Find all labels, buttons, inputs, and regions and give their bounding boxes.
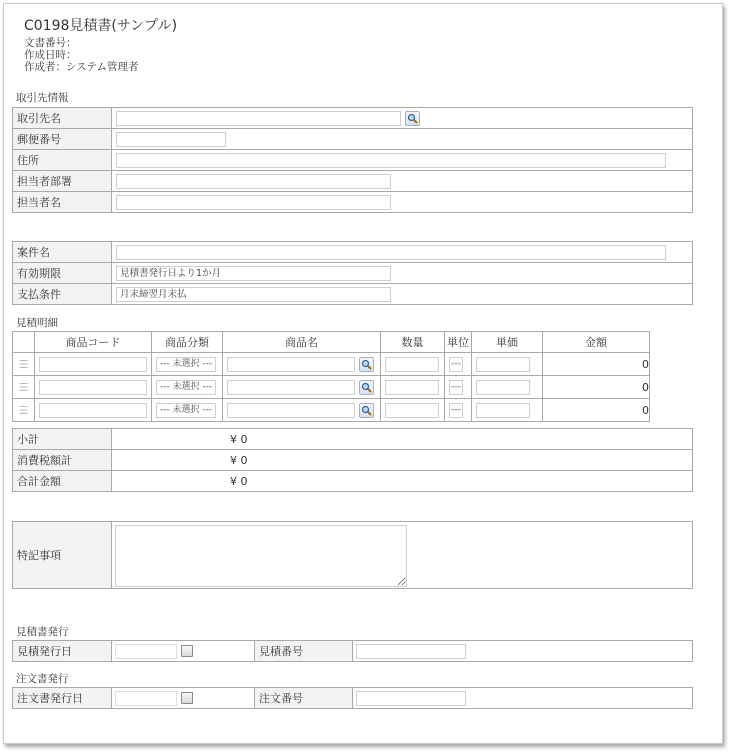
contact-name-row (13, 192, 693, 213)
validity-label: 有効期限 (13, 263, 112, 284)
category-select[interactable]: --- 未選択 --- (156, 403, 216, 418)
address-row (13, 150, 693, 171)
table-row (13, 399, 650, 422)
product-search-button[interactable] (359, 357, 374, 372)
client-info-table (12, 107, 693, 213)
issue-table (12, 640, 693, 662)
product-name-input[interactable] (227, 403, 355, 418)
items-header-row (13, 332, 650, 353)
product-name-input[interactable] (227, 380, 355, 395)
unit-select[interactable]: --- (449, 380, 463, 395)
category-select[interactable]: --- 未選択 --- (156, 380, 216, 395)
amount-value: 0 (543, 399, 650, 422)
product-code-input[interactable] (39, 357, 147, 372)
client-name-label: 取引先名 (13, 108, 112, 129)
issue-section-title: 見積書発行 (16, 626, 69, 638)
payment-input[interactable]: 月末締翌月末払 (116, 287, 391, 302)
contact-name-label: 担当者名 (13, 192, 112, 213)
case-name-input[interactable] (116, 245, 666, 260)
unit-select[interactable]: --- (449, 403, 463, 418)
department-row (13, 171, 693, 192)
postal-code-input[interactable] (116, 132, 226, 147)
drag-handle-icon[interactable]: ☰ (13, 353, 35, 376)
totals-table (12, 428, 693, 492)
col-quantity: 数量 (381, 332, 445, 353)
table-row (13, 376, 650, 399)
drag-handle-icon[interactable]: ☰ (13, 376, 35, 399)
issue-date-input[interactable] (115, 644, 177, 659)
remarks-textarea[interactable] (115, 525, 407, 587)
issue-date-label: 見積発行日 (13, 641, 112, 662)
calendar-icon[interactable] (181, 645, 193, 657)
table-row (13, 353, 650, 376)
col-unit: 単位 (445, 332, 472, 353)
total-label: 合計金額 (13, 471, 112, 492)
calendar-icon[interactable] (181, 692, 193, 704)
amount-value: 0 (543, 353, 650, 376)
address-label: 住所 (13, 150, 112, 171)
doc-number: 文書番号： (24, 37, 77, 49)
order-number-label: 注文番号 (255, 688, 353, 709)
drag-handle-icon[interactable]: ☰ (13, 399, 35, 422)
estimate-number-input[interactable] (356, 644, 466, 659)
items-table (12, 331, 650, 422)
tax-label: 消費税額計 (13, 450, 112, 471)
subtotal-value: ¥ 0 (112, 429, 693, 450)
order-table (12, 687, 693, 709)
case-name-label: 案件名 (13, 242, 112, 263)
client-section-title: 取引先情報 (16, 92, 69, 104)
total-value: ¥ 0 (112, 471, 693, 492)
remarks-label: 特記事項 (13, 522, 112, 589)
subtotal-label: 小計 (13, 429, 112, 450)
category-select[interactable]: --- 未選択 --- (156, 357, 216, 372)
department-input[interactable] (116, 174, 391, 189)
document-page (3, 3, 723, 744)
created-at: 作成日時： (24, 49, 77, 61)
estimate-number-label: 見積番号 (255, 641, 353, 662)
handle-header (13, 332, 35, 353)
unit-price-input[interactable] (476, 380, 530, 395)
col-product-category: 商品分類 (152, 332, 223, 353)
postal-code-row (13, 129, 693, 150)
quantity-input[interactable] (385, 403, 439, 418)
remarks-table (12, 521, 693, 589)
items-section-title: 見積明細 (16, 317, 58, 329)
project-table (12, 241, 693, 305)
product-name-input[interactable] (227, 357, 355, 372)
unit-price-input[interactable] (476, 403, 530, 418)
department-label: 担当者部署 (13, 171, 112, 192)
col-product-name: 商品名 (223, 332, 381, 353)
col-amount: 金額 (543, 332, 650, 353)
address-input[interactable] (116, 153, 666, 168)
amount-value: 0 (543, 376, 650, 399)
unit-price-input[interactable] (476, 357, 530, 372)
order-date-label: 注文書発行日 (13, 688, 112, 709)
creator: 作成者：システム管理者 (24, 61, 139, 73)
col-unit-price: 単価 (472, 332, 543, 353)
tax-value: ¥ 0 (112, 450, 693, 471)
client-search-button[interactable] (405, 111, 420, 126)
order-date-input[interactable] (115, 691, 177, 706)
quantity-input[interactable] (385, 357, 439, 372)
order-section-title: 注文書発行 (16, 673, 69, 685)
payment-label: 支払条件 (13, 284, 112, 305)
product-search-button[interactable] (359, 380, 374, 395)
contact-name-input[interactable] (116, 195, 391, 210)
validity-input[interactable]: 見積書発行日より1か月 (116, 266, 391, 281)
col-product-code: 商品コード (35, 332, 152, 353)
client-name-row (13, 108, 693, 129)
product-search-button[interactable] (359, 403, 374, 418)
client-name-input[interactable] (116, 111, 401, 126)
postal-code-label: 郵便番号 (13, 129, 112, 150)
product-code-input[interactable] (39, 380, 147, 395)
page-title: C0198見積書(サンプル) (24, 18, 178, 34)
quantity-input[interactable] (385, 380, 439, 395)
product-code-input[interactable] (39, 403, 147, 418)
order-number-input[interactable] (356, 691, 466, 706)
unit-select[interactable]: --- (449, 357, 463, 372)
